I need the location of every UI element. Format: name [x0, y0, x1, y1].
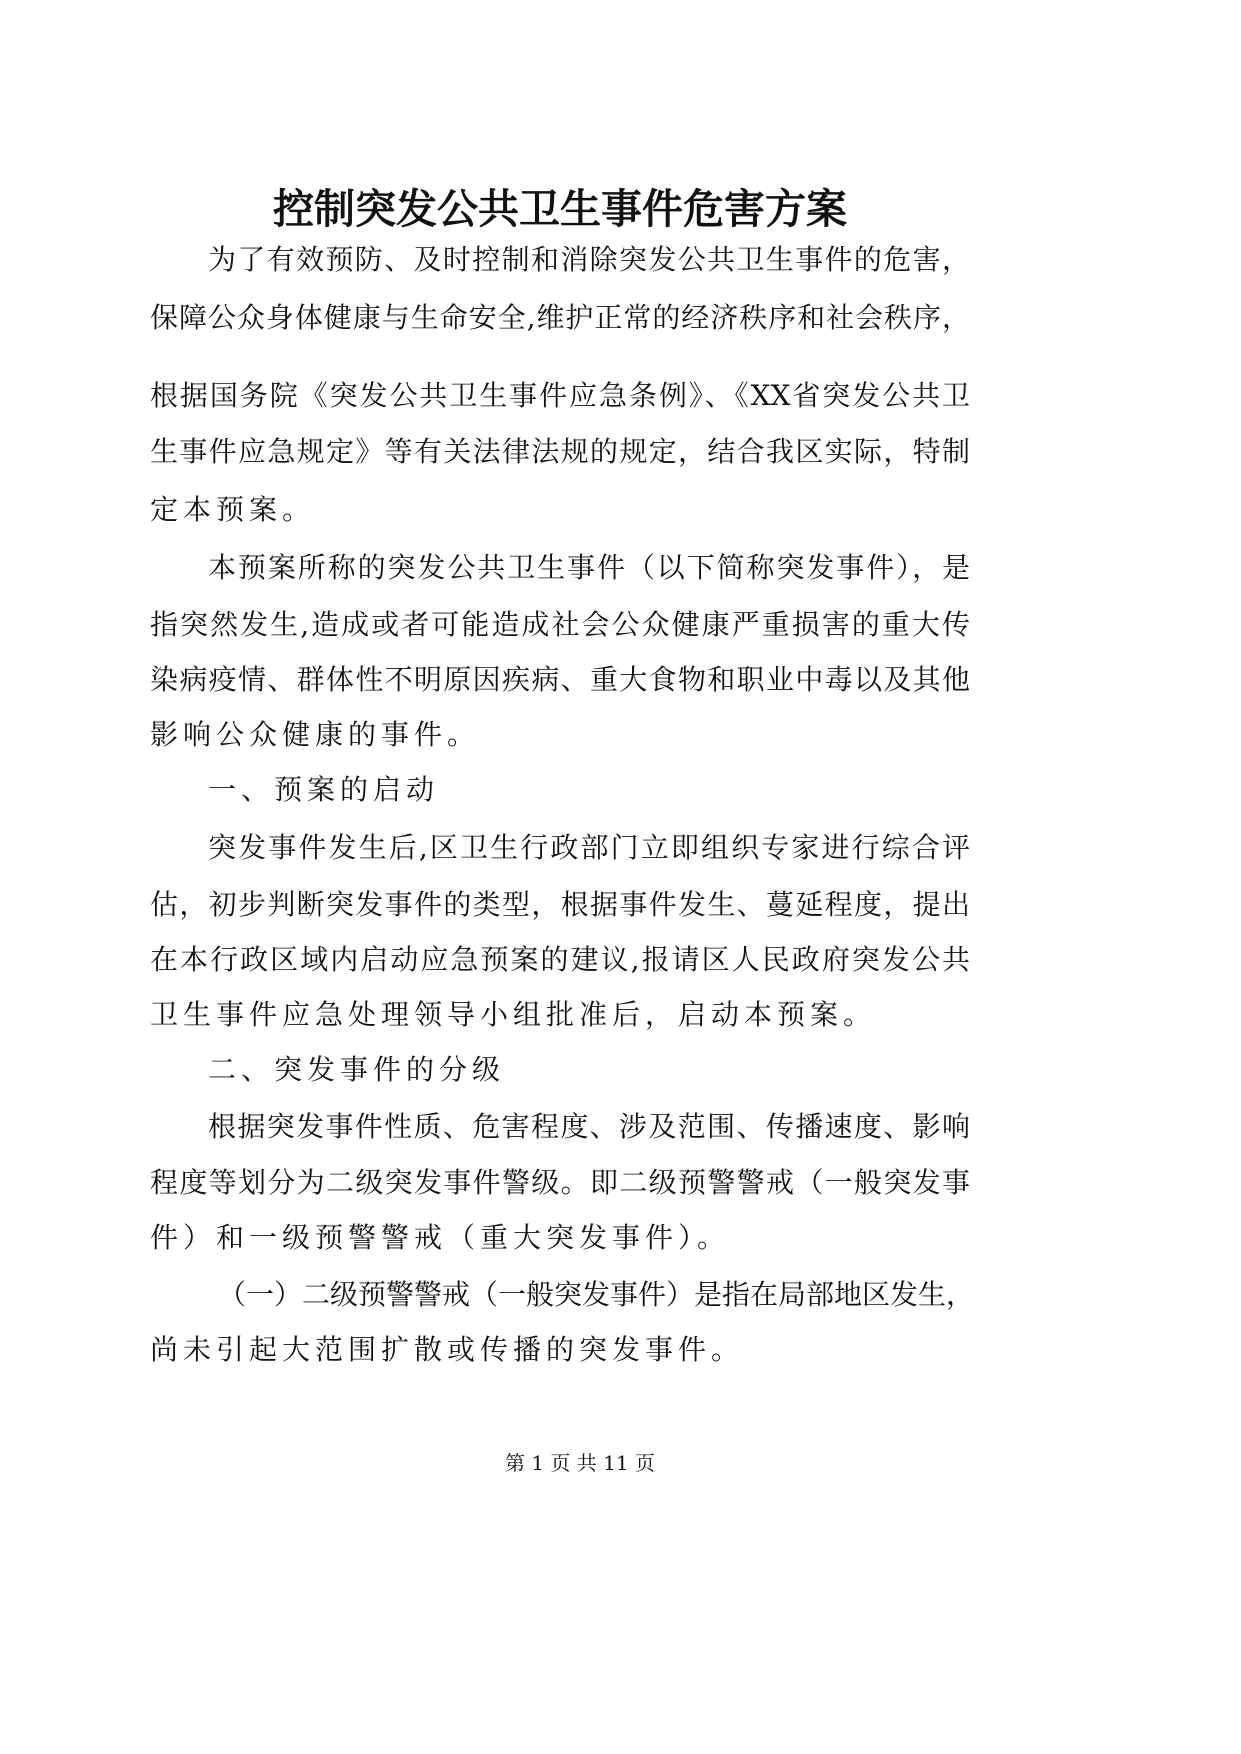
body-line: 在本行政区域内启动应急预案的建议,报请区人民政府突发公共 [150, 943, 970, 976]
body-line: 件）和一级预警警戒（重大突发事件）。 [150, 1221, 731, 1254]
body-line: 尚未引起大范围扩散或传播的突发事件。 [150, 1333, 745, 1366]
body-line: 指突然发生,造成或者可能造成社会公众健康严重损害的重大传 [150, 608, 970, 641]
body-line: 本预案所称的突发公共卫生事件（以下简称突发事件），是 [208, 551, 970, 584]
body-line: 估，初步判断突发事件的类型，根据事件发生、蔓延程度，提出 [150, 888, 970, 921]
body-line: （一）二级预警警戒（一般突发事件）是指在局部地区发生， [218, 1278, 975, 1311]
section-heading: 二、突发事件的分级 [208, 1053, 506, 1086]
body-line: 根据突发事件性质、危害程度、涉及范围、传播速度、影响 [208, 1110, 970, 1143]
body-line: 根据国务院《突发公共卫生事件应急条例》、《XX省突发公共卫 [150, 379, 970, 412]
page-footer: 第 1 页 共 11 页 [505, 1451, 655, 1475]
body-line: 定本预案。 [150, 493, 316, 526]
section-heading: 一、预案的启动 [208, 773, 440, 806]
body-line: 影响公众健康的事件。 [150, 718, 481, 751]
body-line: 染病疫情、群体性不明原因疾病、重大食物和职业中毒以及其他 [150, 663, 970, 696]
document-title: 控制突发公共卫生事件危害方案 [273, 185, 847, 233]
body-line: 保障公众身体健康与生命安全,维护正常的经济秩序和社会秩序， [150, 301, 970, 334]
body-line: 生事件应急规定》等有关法律法规的规定，结合我区实际，特制 [150, 435, 970, 468]
body-line: 程度等划分为二级突发事件警级。即二级预警警戒（一般突发事 [150, 1166, 970, 1199]
body-line: 为了有效预防、及时控制和消除突发公共卫生事件的危害， [208, 243, 970, 276]
body-line: 突发事件发生后,区卫生行政部门立即组织专家进行综合评 [208, 831, 970, 864]
body-line: 卫生事件应急处理领导小组批准后，启动本预案。 [150, 998, 877, 1031]
